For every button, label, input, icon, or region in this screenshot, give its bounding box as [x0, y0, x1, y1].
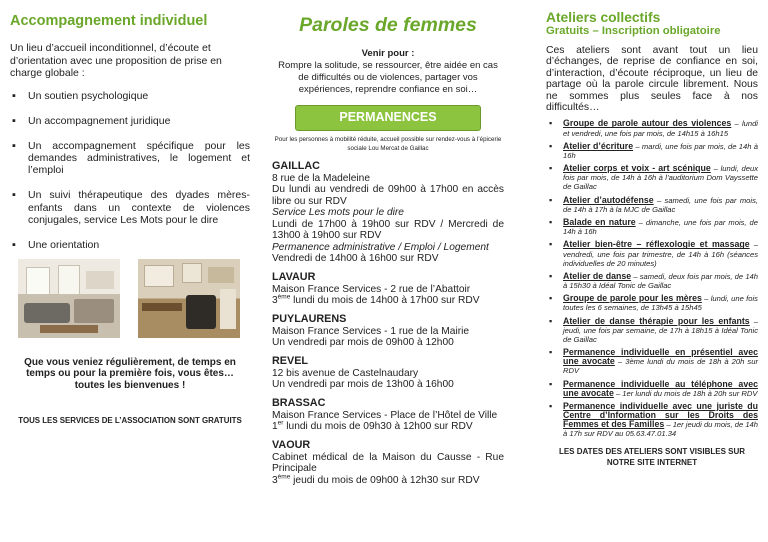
workshops-subtitle: Gratuits – Inscription obligatoire — [546, 25, 721, 37]
support-item: ▪ Un suivi thérapeutique des dyades mères-enfants dans un contexte de violences conjugales, service Les Mots pour le dire — [10, 189, 250, 226]
workshop-item: ▪ Atelier de danse thérapie pour les enfants – jeudi, une fois par semaine, de 17h à 18h15 à Idéal Tonic de Gaillac — [549, 317, 758, 344]
workshop-list — [546, 119, 758, 438]
support-item: ▪ Un soutien psychologique — [10, 90, 250, 102]
support-list — [10, 90, 250, 252]
website-dates-note: LES DATES DES ATELIERS SONT VISIBLES SUR NOTRE SITE INTERNET — [558, 447, 746, 467]
location-gaillac — [272, 160, 504, 265]
living-room-photo — [18, 259, 120, 338]
support-item: ▪ Un accompagnement spécifique pour les demandes administratives, le logement et l’emploi — [10, 140, 250, 177]
left-column — [10, 0, 250, 542]
permanences-button[interactable]: PERMANENCES — [295, 105, 481, 131]
location-address: Cabinet médical de la Maison du Causse - Rue Principale — [272, 451, 504, 475]
workshop-item: ▪ Atelier d’autodéfense – samedi, une fois par mois, de 14h à 17h à la MJC de Gaillac — [549, 196, 758, 214]
location-hours: 3ème jeudi du mois de 09h00 à 12h30 sur RDV — [272, 473, 480, 486]
location-hours: Vendredi de 14h00 à 16h00 sur RDV — [272, 253, 439, 265]
workshop-item: ▪ Atelier bien-être – réflexologie et massage – vendredi, une fois par trimestre, de 14h à 16h (séances individuelles de 20 minutes) — [549, 240, 758, 267]
location-name: VAOUR — [272, 438, 311, 451]
workshop-item: ▪ Atelier de danse – samedi, deux fois par mois, de 14h à 15h30 à Idéal Tonic de Gaillac — [549, 272, 758, 290]
support-item: ▪ Un accompagnement juridique — [10, 115, 250, 127]
location-hours: Lundi de 17h00 à 19h00 sur RDV / Mercredi de 13h00 à 19h00 sur RDV — [272, 218, 504, 242]
venir-text: Rompre la solitude, se ressourcer, être aidée en cas de difficultés ou de violences, partager vos expériences, reprendre confiance en soi… — [278, 60, 498, 95]
workshops-title: Ateliers collectifs — [546, 10, 661, 25]
office-photo — [138, 259, 240, 338]
location-brassac — [272, 397, 504, 433]
workshop-item: ▪ Balade en nature – dimanche, une fois par mois, de 14h à 16h — [549, 218, 758, 236]
free-services-note: TOUS LES SERVICES DE L’ASSOCIATION SONT GRATUITS — [18, 416, 242, 425]
location-address: Maison France Services - Place de l’Hôtel de Ville — [272, 409, 498, 421]
location-hours: 1er lundi du mois de 09h30 à 12h00 sur RDV — [272, 419, 473, 433]
center-column — [272, 0, 504, 542]
workshop-item: ▪ Groupe de parole autour des violences – lundi et vendredi, une fois par mois, de 14h15 à 16h15 — [549, 119, 758, 137]
location-hours: Un vendredi par mois de 13h00 à 16h00 — [272, 379, 454, 391]
brochure-title: Paroles de femmes — [299, 14, 477, 36]
location-hours: 3ème lundi du mois de 14h00 à 17h00 sur RDV — [272, 293, 480, 307]
individual-support-title: Accompagnement individuel — [10, 13, 208, 29]
location-vaour — [272, 439, 504, 487]
workshop-item: ▪ Atelier d’écriture – mardi, une fois par mois, de 14h à 16h — [549, 142, 758, 160]
location-address: 8 rue de la Madeleine — [272, 172, 370, 184]
location-name: BRASSAC — [272, 396, 326, 409]
location-revel — [272, 355, 504, 391]
location-puylaurens — [272, 313, 504, 349]
location-hours: Du lundi au vendredi de 09h00 à 17h00 en accès libre ou sur RDV — [272, 184, 504, 207]
venir-label: Venir pour : — [361, 48, 415, 59]
location-service: Service Les mots pour le dire — [272, 207, 404, 219]
workshops-intro: Ces ateliers sont avant tout un lieu d’échanges, de reprise de confiance en soi, d’interaction, d’écoute réciproque, un lieu de partage où la parole circule librement. Nous ne sommes plus seules face à nos difficultés… — [546, 45, 758, 114]
location-name: LAVAUR — [272, 270, 316, 283]
support-item: ▪ Une orientation — [10, 239, 250, 251]
location-name: GAILLAC — [272, 159, 320, 172]
accessibility-note: Pour les personnes à mobilité réduite, accueil possible sur rendez-vous à l’épicerie sociale Lou Mercat de Gaillac — [274, 136, 502, 152]
workshop-item: ▪ Groupe de parole pour les mères – lundi, une fois toutes les 6 semaines, de 13h45 à 15h45 — [549, 294, 758, 312]
location-address: 12 bis avenue de Castelnaudary — [272, 367, 419, 379]
location-service: Permanence administrative / Emploi / Logement — [272, 241, 489, 253]
workshop-item: ▪ Permanence individuelle avec une juriste du Centre d’Information sur les Droits des Femmes et des Familles – 1er jeudi du mois, de 14h à 17h sur RDV au 05.63.47.01.34 — [549, 402, 758, 438]
location-lavaur — [272, 271, 504, 307]
location-name: REVEL — [272, 354, 308, 367]
workshop-item: ▪ Permanence individuelle au téléphone avec une avocate – 1er lundi du mois de 18h à 20h sur RDV — [549, 380, 758, 398]
location-name: PUYLAURENS — [272, 312, 347, 325]
photos — [18, 259, 240, 338]
right-column — [546, 0, 758, 542]
welcome-message: Que vous veniez régulièrement, de temps en temps ou pour la première fois, vous êtes… toutes les bienvenues ! — [24, 357, 236, 391]
location-hours: Un vendredi par mois de 09h00 à 12h00 — [272, 337, 454, 349]
workshop-item: ▪ Atelier corps et voix - art scénique – lundi, deux fois par mois, de 14h à 16h à l’auditorium Dom Vayssette de Gaillac — [549, 164, 758, 191]
individual-support-intro: Un lieu d’accueil inconditionnel, d’écoute et d’orientation avec une proposition de prise en charge globale : — [10, 42, 222, 80]
workshop-item: ▪ Permanence individuelle en présentiel avec une avocate – 3ème lundi du mois de 18h à 20h sur RDV — [549, 348, 758, 375]
location-address: Maison France Services - 1 rue de la Mairie — [272, 325, 470, 337]
location-address: Maison France Services - 2 rue de l’Abattoir — [272, 283, 471, 295]
